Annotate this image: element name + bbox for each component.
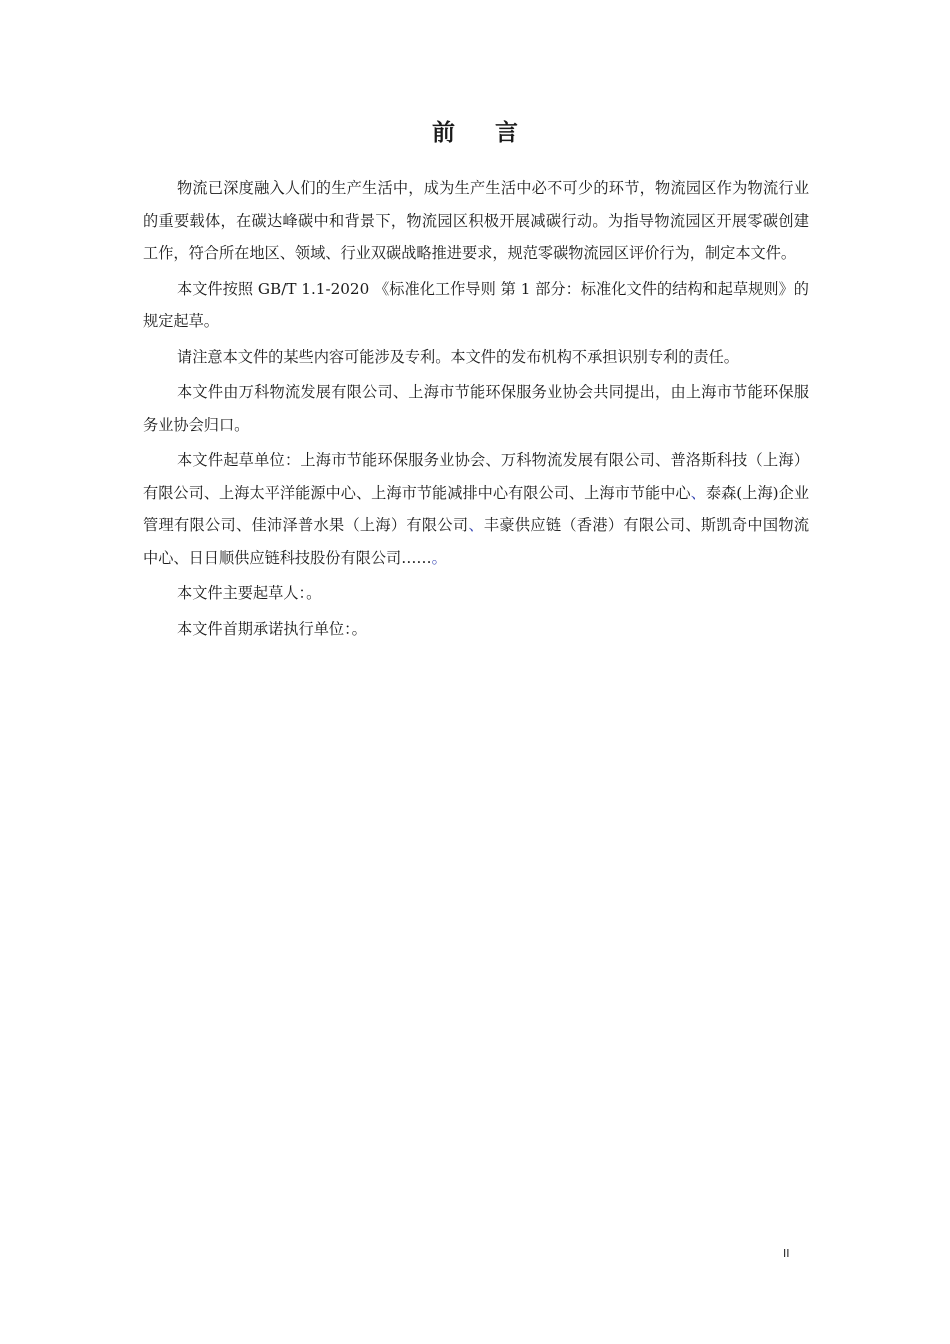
- page-number: II: [783, 1247, 790, 1260]
- paragraph-drafting-units: [143, 444, 809, 574]
- drafting-units-text-1: 本文件起草单位：上海市节能环保服务业协会、万科物流发展有限公司、普洛斯科技（上海）有限公司、上海太平洋能源中心、上海市节能减排中心有限公司、上海市节能中心: [143, 451, 809, 502]
- paragraph-background: 物流已深度融入人们的生产生活中，成为生产生活中必不可少的环节，物流园区作为物流行业的重要载体，在碳达峰碳中和背景下，物流园区积极开展减碳行动。为指导物流园区开展零碳创建工作，符合所在地区、领域、行业双碳战略推进要求，规范零碳物流园区评价行为，制定本文件。: [143, 179, 809, 262]
- drafting-units-separator-2: 、: [468, 516, 484, 534]
- drafting-units-text-3: 丰豪供应链（香港）有限公司、斯凯奇中国物流中心、日日顺供应链科技股份有限公司……: [143, 516, 810, 567]
- document-body: [143, 172, 809, 648]
- drafting-units-separator-1: 、: [690, 483, 706, 502]
- paragraph-main-drafters: 本文件主要起草人：。: [177, 584, 322, 602]
- paragraph-patent-notice: 请注意本文件的某些内容可能涉及专利。本文件的发布机构不承担识别专利的责任。: [177, 347, 739, 366]
- paragraph-drafting-rules: 本文件按照 GB/T 1.1-2020 《标准化工作导则 第 1 部分：标准化文件的结构和起草规则》的规定起草。: [143, 279, 809, 330]
- paragraph-proposer: 本文件由万科物流发展有限公司、上海市节能环保服务业协会共同提出，由上海市节能环保服务业协会归口。: [143, 383, 809, 434]
- page-title: 前 言: [431, 120, 534, 146]
- paragraph-implementing-units: 本文件首期承诺执行单位：。: [177, 619, 367, 638]
- drafting-units-text-2: 泰森(上海)企业管理有限公司、佳沛泽普水果（上海）有限公司: [143, 483, 810, 534]
- drafting-units-end-mark: 。: [431, 548, 447, 567]
